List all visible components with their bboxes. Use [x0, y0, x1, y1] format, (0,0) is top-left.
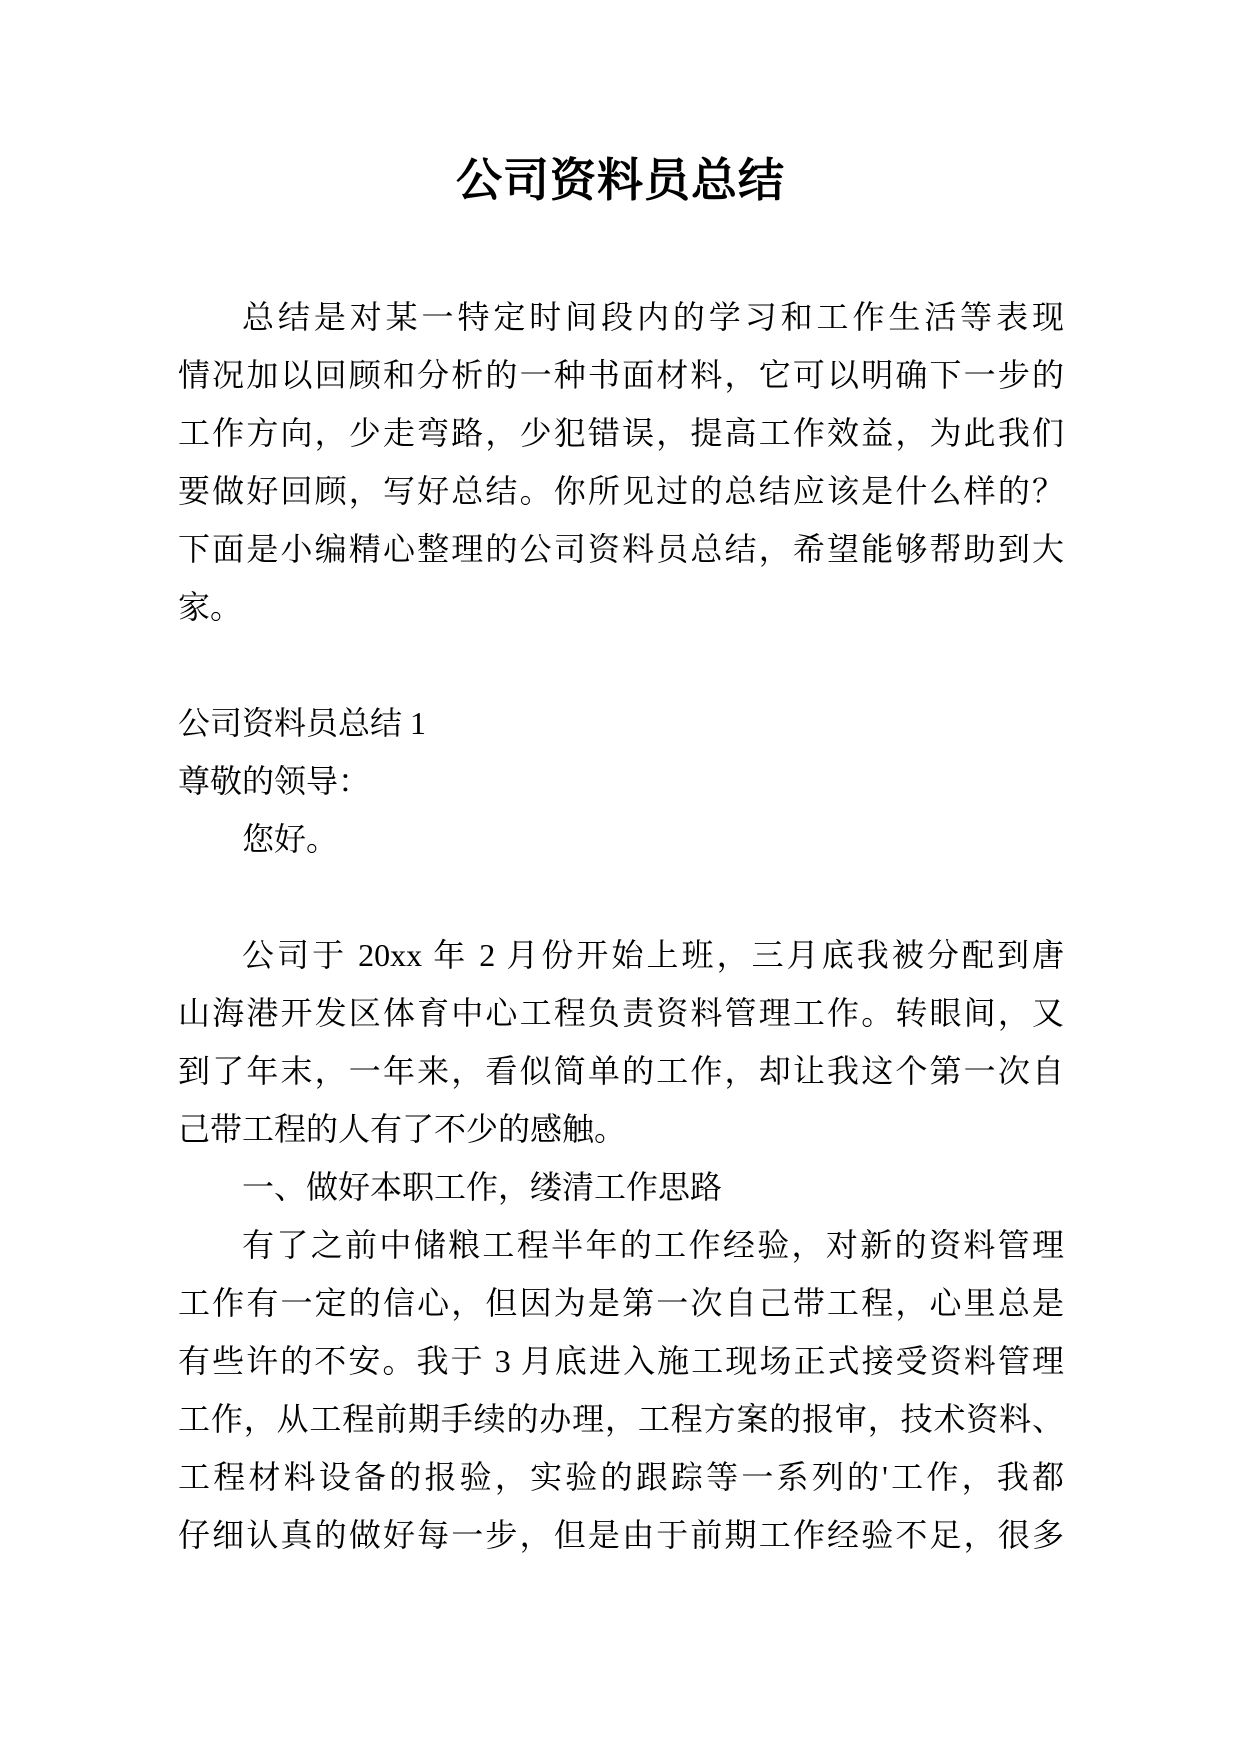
text-line: 工程材料设备的报验，实验的跟踪等一系列的'工作，我都: [178, 1459, 1064, 1495]
blank-line: [178, 868, 1064, 926]
text-line: 尊敬的领导：: [178, 763, 371, 799]
blank-line: [178, 636, 1064, 694]
text-line: 有些许的不安。我于 3 月底进入施工现场正式接受资料管理: [178, 1343, 1064, 1379]
text-line: 下面是小编精心整理的公司资料员总结，希望能够帮助到大: [178, 531, 1064, 567]
page-title: 公司资料员总结: [456, 155, 785, 206]
text-line: 己带工程的人有了不少的感触。: [178, 1111, 627, 1147]
text-line: 总结是对某一特定时间段内的学习和工作生活等表现: [242, 299, 1064, 335]
text-line: 山海港开发区体育中心工程负责资料管理工作。转眼间，又: [178, 995, 1064, 1031]
text-line: 情况加以回顾和分析的一种书面材料，它可以明确下一步的: [178, 357, 1064, 393]
text-line: 工作方向，少走弯路，少犯错误，提高工作效益，为此我们: [178, 415, 1064, 451]
text-line: 公司资料员总结 1: [178, 705, 427, 741]
text-line: 要做好回顾，写好总结。你所见过的总结应该是什么样的？: [178, 473, 1064, 509]
text-line: 工作，从工程前期手续的办理，工程方案的报审，技术资料、: [178, 1401, 1064, 1437]
document-body: [178, 288, 1064, 1564]
text-line: 家。: [178, 589, 243, 625]
text-line: 仔细认真的做好每一步，但是由于前期工作经验不足，很多: [178, 1517, 1064, 1553]
text-line: 有了之前中储粮工程半年的工作经验，对新的资料管理: [242, 1227, 1064, 1263]
text-line: 工作有一定的信心，但因为是第一次自己带工程，心里总是: [178, 1285, 1064, 1321]
text-line: 一、做好本职工作，缕清工作思路: [242, 1169, 723, 1205]
text-line: 公司于 20xx 年 2 月份开始上班，三月底我被分配到唐: [242, 937, 1064, 973]
text-line: 到了年末，一年来，看似简单的工作，却让我这个第一次自: [178, 1053, 1064, 1089]
text-line: 您好。: [242, 821, 339, 857]
